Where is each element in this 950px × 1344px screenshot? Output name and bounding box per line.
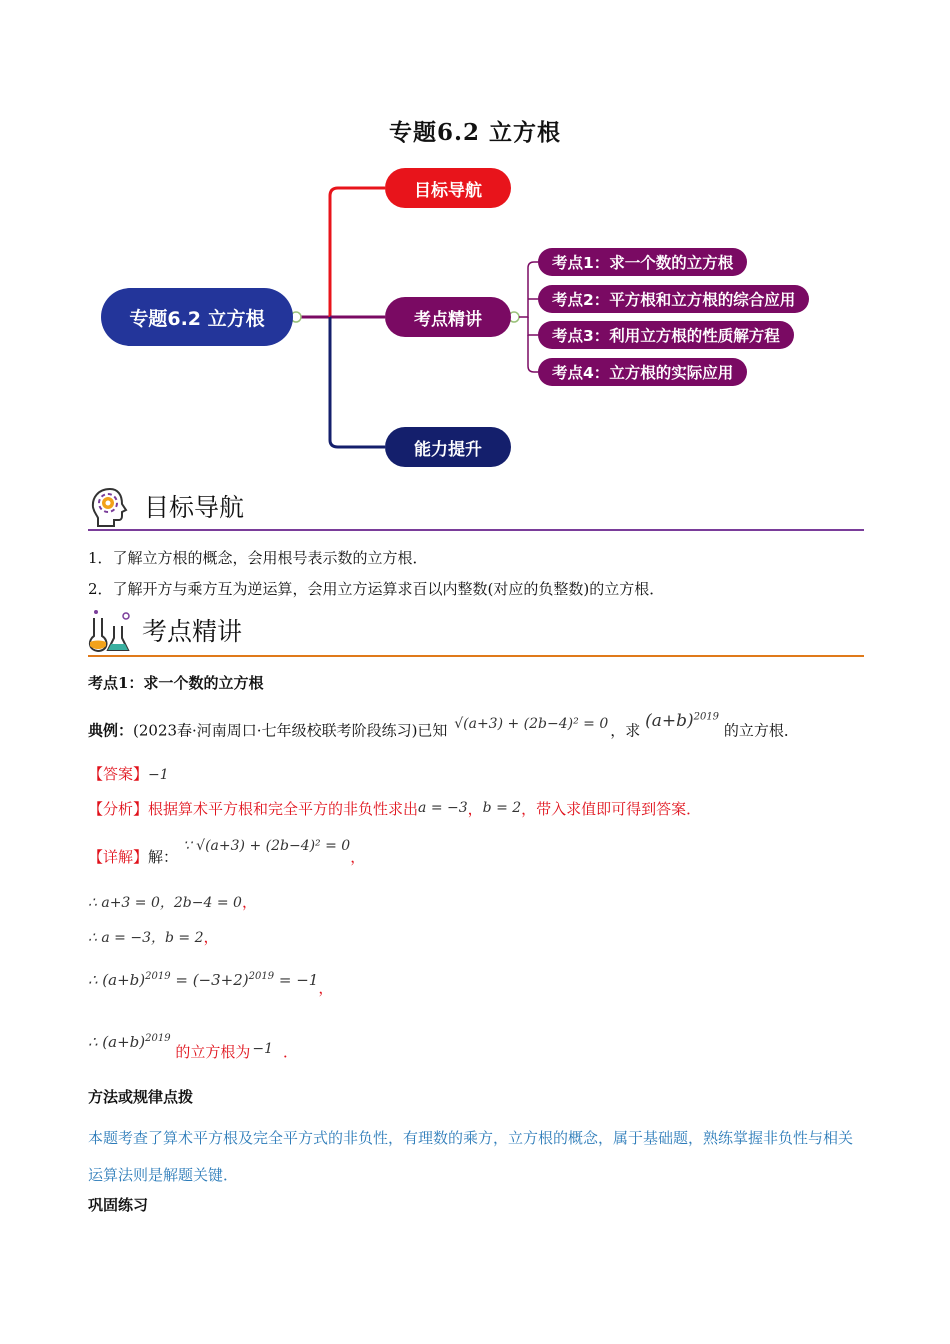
example-tail: 的立方根． bbox=[723, 721, 799, 740]
example-label: 典例： bbox=[88, 721, 134, 740]
mindmap-leaf-1: 考点1：求一个数的立方根 bbox=[538, 248, 747, 276]
connector-leaf4 bbox=[528, 335, 538, 372]
point1-title: 考点1：求一个数的立方根 bbox=[88, 674, 264, 692]
analysis-label: 【分析】 bbox=[88, 800, 149, 818]
mindmap-leaf-3: 考点3：利用立方根的性质解方程 bbox=[538, 321, 794, 349]
mindmap-branch-ability: 能力提升 bbox=[385, 427, 511, 467]
answer-value: −1 bbox=[148, 767, 169, 783]
answer-label: 【答案】 bbox=[88, 765, 149, 783]
mindmap-branch-goals: 目标导航 bbox=[385, 168, 511, 208]
answer-line bbox=[88, 763, 169, 786]
detail-step-1: ∴ a+3 = 0，2b−4 = 0， bbox=[88, 893, 257, 911]
analysis-text2: ，带入求值即可得到答案． bbox=[521, 800, 702, 818]
mindmap-leaf-4: 考点4：立方根的实际应用 bbox=[538, 358, 747, 386]
mindmap-root: 专题6.2 立方根 bbox=[101, 288, 293, 346]
section-goals-heading: 目标导航 bbox=[144, 493, 245, 522]
section-points-heading: 考点精讲 bbox=[142, 617, 243, 646]
detail-label: 【详解】 bbox=[88, 848, 149, 866]
example-target: $(a+b)^{2019}$ bbox=[645, 710, 720, 731]
connector-leaf1 bbox=[519, 262, 538, 317]
analysis-line bbox=[88, 798, 701, 821]
example-line bbox=[88, 710, 799, 743]
example-mid: ，求 bbox=[610, 721, 641, 740]
page-title: 专题6.2 立方根 bbox=[388, 119, 562, 146]
example-condition: √(a+3) + (2b−4)² = 0 bbox=[454, 715, 609, 732]
analysis-text1: 根据算术平方根和完全平方的非负性求出 bbox=[148, 800, 419, 818]
goal-item-2: 2．了解开方与乘方互为逆运算，会用立方运算求百以内整数(对应的负整数)的立方根． bbox=[88, 580, 665, 598]
analysis-eq-b: b = 2 bbox=[482, 800, 522, 816]
detail-solve: 解： bbox=[148, 848, 179, 866]
detail-step-4: ∴ $(a+b)^{2019}$ 的立方根为 −1 ． bbox=[88, 1033, 299, 1061]
method-text: 本题考查了算术平方根及完全平方式的非负性，有理数的乘方，立方根的概念，属于基础题，熟练掌握非负性与相关运算法则是解题关键． bbox=[88, 1129, 854, 1184]
detail-step-2: ∴ a = −3，b = 2， bbox=[88, 928, 219, 946]
flask-icon bbox=[86, 608, 136, 654]
method-title: 方法或规律点拨 bbox=[88, 1088, 194, 1106]
mindmap-branch-points: 考点精讲 bbox=[385, 297, 511, 337]
goal-item-1: 1．了解立方根的概念，会用根号表示数的立方根． bbox=[88, 549, 428, 567]
detail-line: 【详解】解： ∵ √(a+3) + (2b−4)² = 0， bbox=[88, 838, 366, 866]
mindmap-connectors bbox=[0, 0, 950, 480]
practice-title: 巩固练习 bbox=[88, 1196, 149, 1214]
head-gear-icon bbox=[88, 486, 132, 528]
example-source: (2023春·河南周口·七年级校联考阶段练习)已知 bbox=[133, 721, 448, 740]
connector-leaf3 bbox=[528, 317, 538, 335]
analysis-eq-a: a = −3 bbox=[418, 800, 468, 816]
detail-given: ∵ √(a+3) + (2b−4)² = 0 bbox=[182, 838, 351, 854]
section-goals-divider bbox=[88, 529, 864, 531]
connector-navy bbox=[330, 317, 385, 447]
analysis-sep: ， bbox=[467, 800, 483, 818]
mindmap-leaf-2: 考点2：平方根和立方根的综合应用 bbox=[538, 285, 809, 313]
section-points-divider bbox=[88, 655, 864, 657]
detail-step-3: ∴ $(a+b)^{2019} = (-3+2)^{2019} = -1$， bbox=[88, 971, 334, 997]
connector-red bbox=[330, 188, 385, 317]
